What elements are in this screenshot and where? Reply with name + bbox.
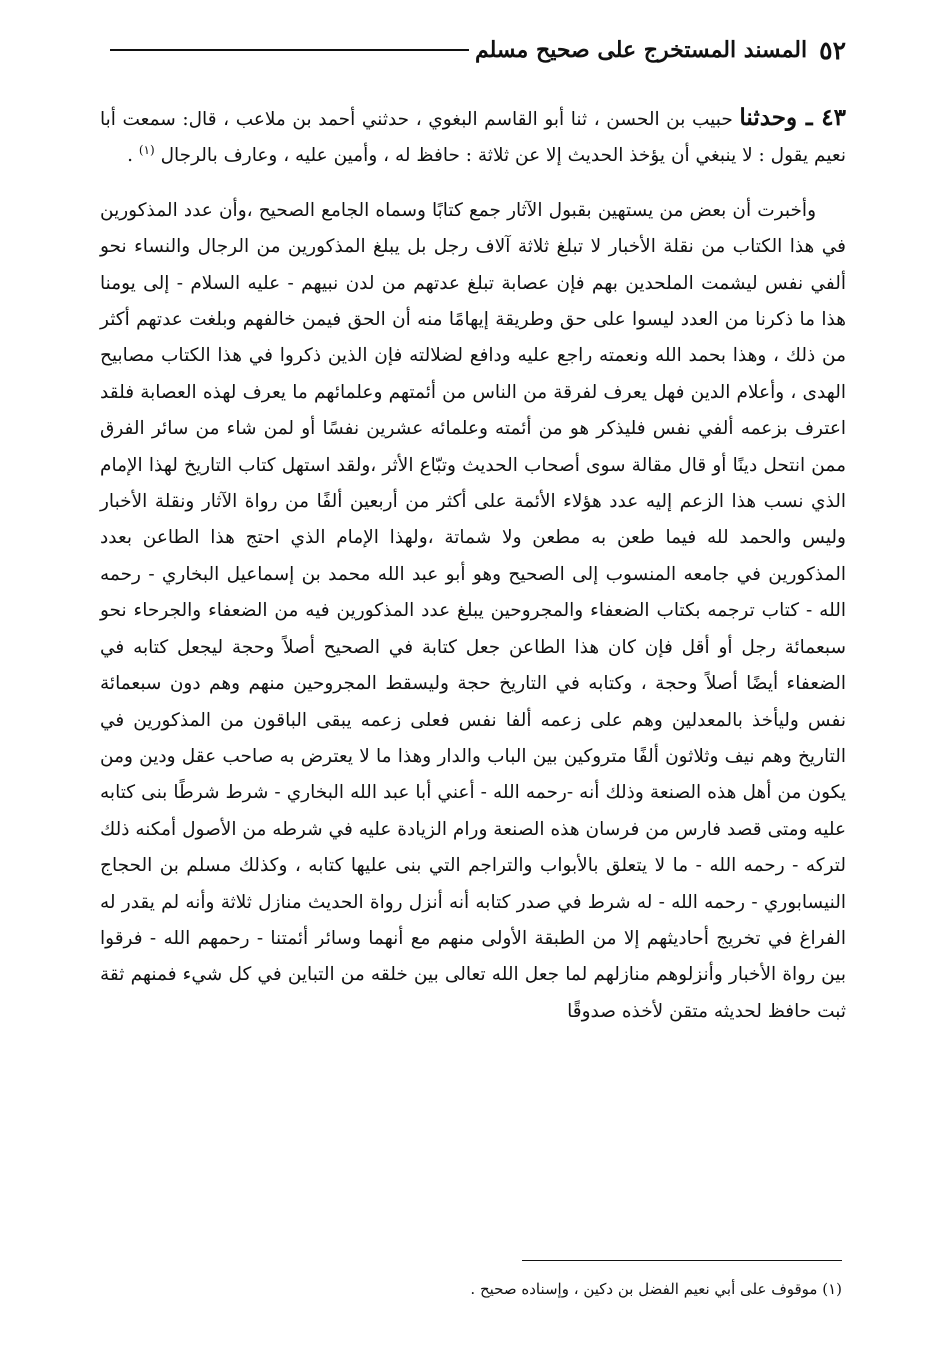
book-title: المسند المستخرج على صحيح مسلم	[475, 37, 808, 63]
hadith-text: حبيب بن الحسن ، ثنا أبو القاسم البغوي ، حدثني أحمد بن ملاعب ، قال: سمعت أبا نعيم يقول : لا ينبغي أن يؤخذ الحديث إلا عن ثلاثة : حافظ له ، وأمين عليه ، وعارف بالرجال	[100, 109, 846, 167]
hadith-paragraph	[100, 100, 846, 175]
footnote-rule	[522, 1260, 842, 1261]
body-text	[100, 100, 846, 1030]
footnote: (١) موقوف على أبي نعيم الفضل بن دكين ، وإسناده صحيح .	[470, 1280, 842, 1298]
hadith-number: ٤٣ ـ وحدثنا	[739, 104, 847, 131]
hadith-end: .	[127, 145, 139, 167]
footnote-reference[interactable]: (١)	[138, 143, 155, 158]
page-number: ٥٢	[819, 35, 846, 65]
header-rule-wrap	[96, 30, 807, 70]
page-header	[96, 30, 846, 70]
header-rule	[110, 49, 469, 51]
main-paragraph: وأخبرت أن بعض من يستهين بقبول الآثار جمع كتابًا وسماه الجامع الصحيح ،وأن عدد المذكورين في هذا الكتاب من نقلة الأخبار لا تبلغ ثلاثة آلاف رجل بل يبلغ المذكورين من الرجال والنساء نحو ألفي نفس ليشمت الملحدين بهم فإن عصابة تبلغ عدتهم من لدن نبيهم - عليه السلام - إلى يومنا هذا ما ذكرنا من العدد ليسوا على حق وطريقة إيهامًا منه أن الحق فيمن خالفهم وبلغت عدتهم أكثر من ذلك ، وهذا بحمد الله ونعمته راجع عليه ودافع لضلالته فإن الذين ذكروا في هذا الكتاب مصابيح الهدى ، وأعلام الدين فهل يعرف لفرقة من الناس من أئمتهم وعلمائهم ما يعرف لهذه العصابة فلقد اعترف بزعمه ألفي نفس فليذكر هو من أئمته وعلمائه عشرين نفسًا أو لمن شاء من سائر الفرق ممن انتحل دينًا أو قال مقالة سوى أصحاب الحديث وتبّاع الأثر ،ولقد استهل كتاب التاريخ لهذا الإمام الذي نسب هذا الزعم إليه عدد هؤلاء الأئمة على أكثر من أربعين ألفًا من رواة الآثار ونقلة الأخبار وليس والحمد لله فيما طعن به مطعن ولا شماتة ،ولهذا الإمام الذي احتج هذا الطاعن بعدد المذكورين في جامعه المنسوب إلى الصحيح وهو أبو عبد الله محمد بن إسماعيل البخاري - رحمه الله - كتاب ترجمه بكتاب الضعفاء والمجروحين يبلغ عدد المذكورين فيه من الضعفاء والجرحاء نحو سبعمائة رجل أو أقل فإن كان هذا الطاعن جعل كتابة في الصحيح أصلاً وحجة ليجعل كتابه في الضعفاء أيضًا أصلاً وحجة ، وكتابه في التاريخ حجة وليسقط المجروحين منهم وهم دون سبعمائة نفس وليأخذ بالمعدلين وهم على زعمه ألفا نفس فعلى زعمه يبقى الباقون من المذكورين في التاريخ وهم نيف وثلاثون ألفًا متروكين بين الباب والدار وهذا ما لا يعترض به صاحب عقل ودين ومن يكون من أهل هذه الصنعة وذلك أنه -رحمه الله - أعني أبا عبد الله البخاري - شرط شرطًا بنى كتابه عليه ومتى قصد فارس من فرسان هذه الصنعة ورام الزيادة عليه في شرطه من الأصول أمكنه ذلك لتركه - رحمه الله - ما لا يتعلق بالأبواب والتراجم التي بنى عليها كتابه ، وكذلك مسلم بن الحجاج النيسابوري - رحمه الله - له شرط في صدر كتابه أنه أنزل رواة الحديث منازل ثلاثة وأنه لم يقدر له الفراغ في تخريج أحاديثهم إلا من الطبقة الأولى منهم مع أنهما وسائر أئمتنا - رحمهم الله - فرقوا بين رواة الأخبار وأنزلوهم منازلهم لما جعل الله تعالى بين خلقه من التباين في كل شيء فمنهم ثقة ثبت حافظ لحديثه متقن لأخذه صدوقًا	[100, 199, 846, 1022]
